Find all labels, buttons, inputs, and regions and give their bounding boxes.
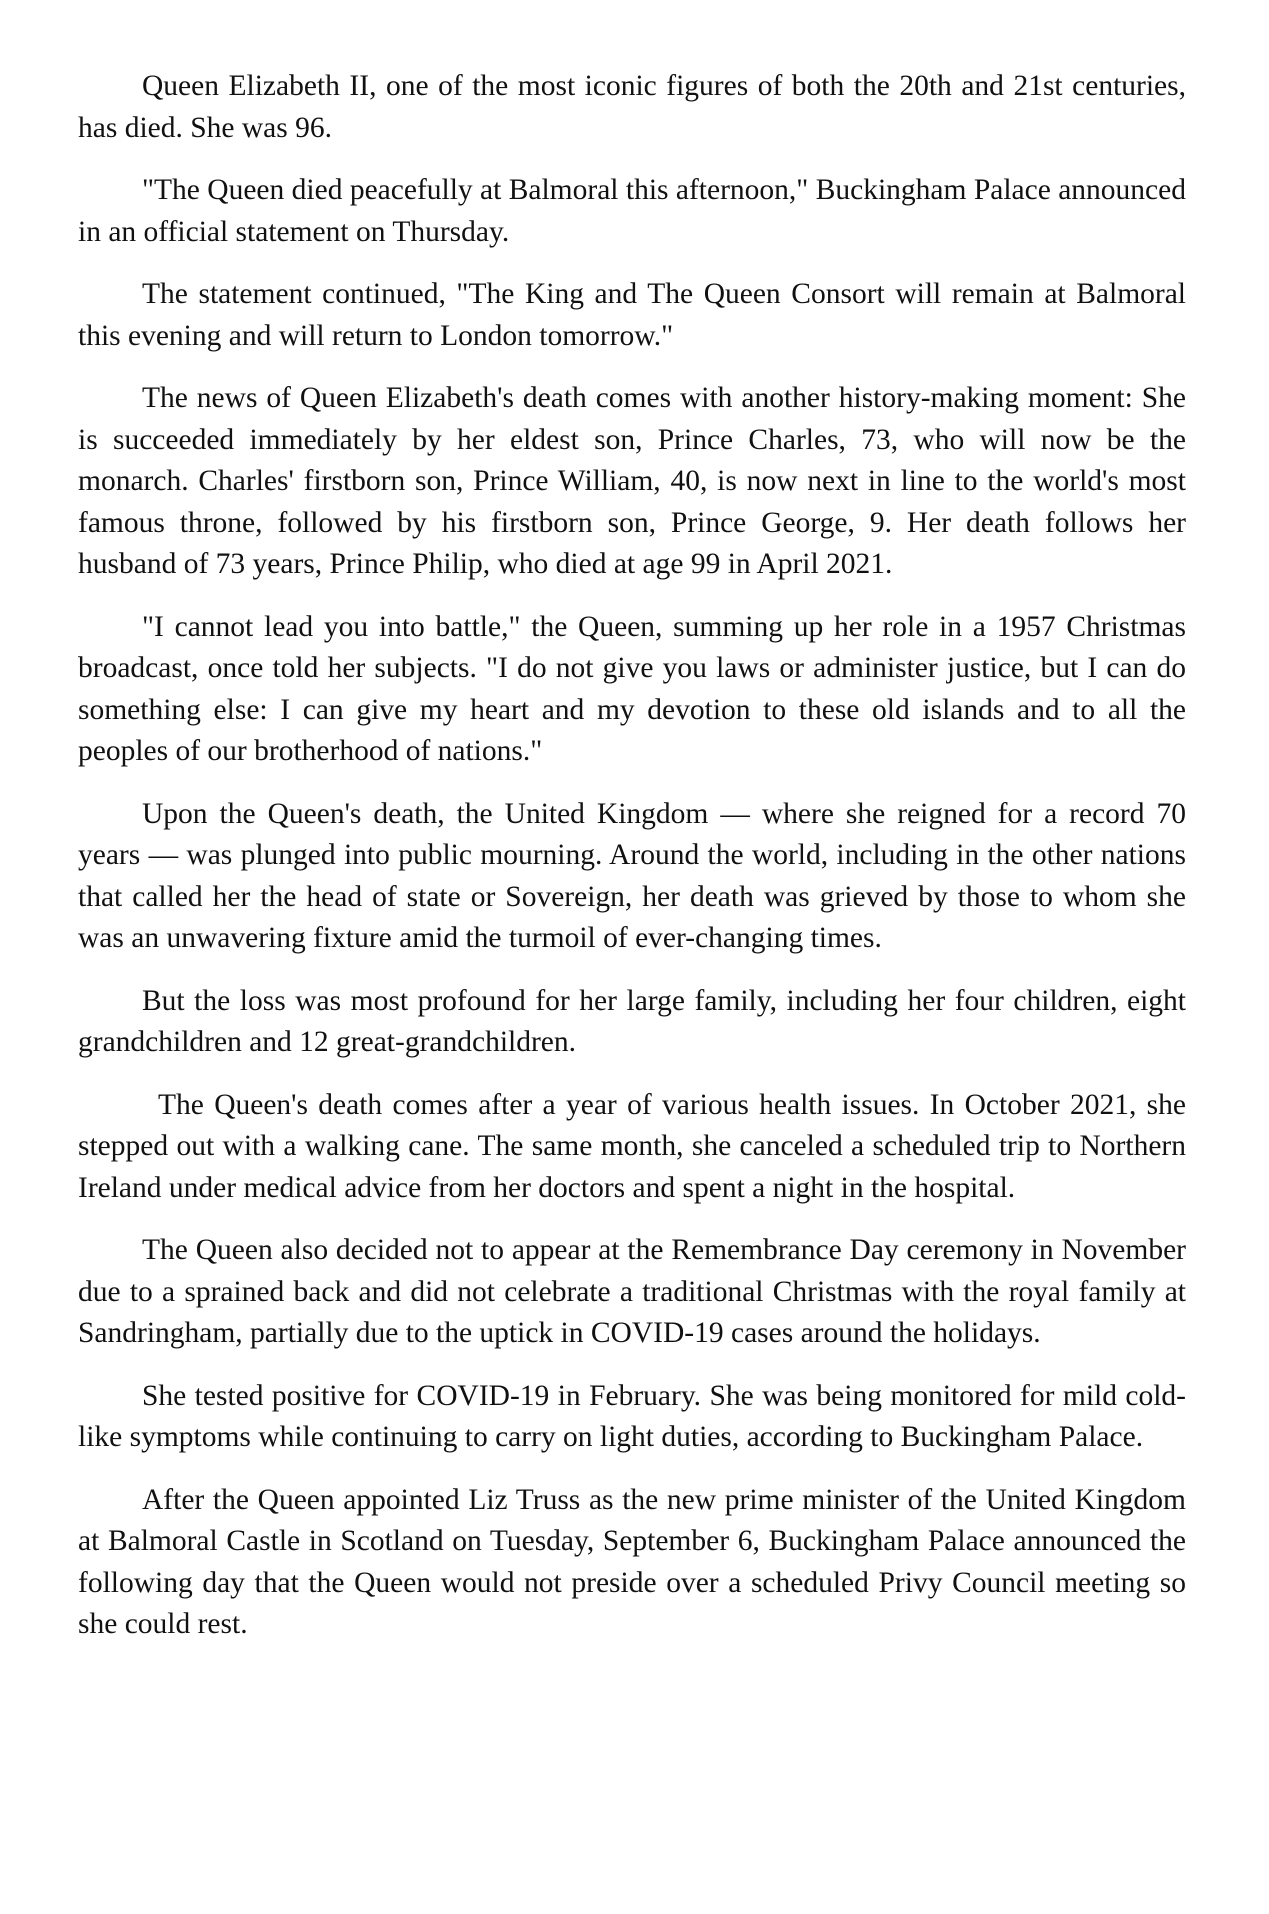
paragraph-9: The Queen also decided not to appear at the Remembrance Day ceremony in November due to a sprained back and did not celebrate a traditional Christmas with the royal family at Sandringham, partially due to the uptick in COVID-19 cases around the holidays. — [78, 1234, 1186, 1349]
paragraph-8: The Queen's death comes after a year of various health issues. In October 2021, she stepped out with a walking cane. The same month, she canceled a scheduled trip to Northern Ireland under medical advice from her doctors and spent a night in the hospital. — [78, 1088, 1186, 1204]
paragraph-4: The news of Queen Elizabeth's death comes with another history-making moment: She is succeeded immediately by her eldest son, Prince Charles, 73, who will now be the monarch. Charles' firstborn son, Prince William, 40, is now next in line to the world's most famous throne, followed by his firstborn son, Prince George, 9. Her death follows her husband of 73 years, Prince Philip, who died at age 99 in April 2021. — [78, 382, 1186, 580]
paragraph-2: "The Queen died peacefully at Balmoral this afternoon," Buckingham Palace announced in an official statement on Thursday. — [78, 174, 1186, 248]
paragraph-5: "I cannot lead you into battle," the Queen, summing up her role in a 1957 Christmas broadcast, once told her subjects. "I do not give you laws or administer justice, but I can do something else: I can give my heart and my devotion to these old islands and to all the peoples of our brotherhood of nations." — [78, 610, 1186, 767]
paragraph-11: After the Queen appointed Liz Truss as the new prime minister of the United Kingdom at Balmoral Castle in Scotland on Tuesday, September 6, Buckingham Palace announced the following day that the Queen would not preside over a scheduled Privy Council meeting so she could rest. — [78, 1483, 1186, 1640]
paragraph-6: Upon the Queen's death, the United Kingdom — where she reigned for a record 70 years — was plunged into public mourning. Around the world, including in the other nations that called her the head of state or Sovereign, her death was grieved by those to whom she was an unwavering fixture amid the turmoil of ever-changing times. — [78, 797, 1186, 954]
paragraph-1: Queen Elizabeth II, one of the most iconic figures of both the 20th and 21st centuries, has died. She was 96. — [78, 70, 1186, 144]
article-body — [78, 66, 1186, 1667]
paragraph-7: But the loss was most profound for her large family, including her four children, eight grandchildren and 12 great-grandchildren. — [78, 984, 1186, 1058]
paragraph-3: The statement continued, "The King and The Queen Consort will remain at Balmoral this evening and will return to London tomorrow." — [78, 278, 1186, 352]
paragraph-10: She tested positive for COVID-19 in February. She was being monitored for mild cold-like symptoms while continuing to carry on light duties, according to Buckingham Palace. — [78, 1379, 1186, 1453]
